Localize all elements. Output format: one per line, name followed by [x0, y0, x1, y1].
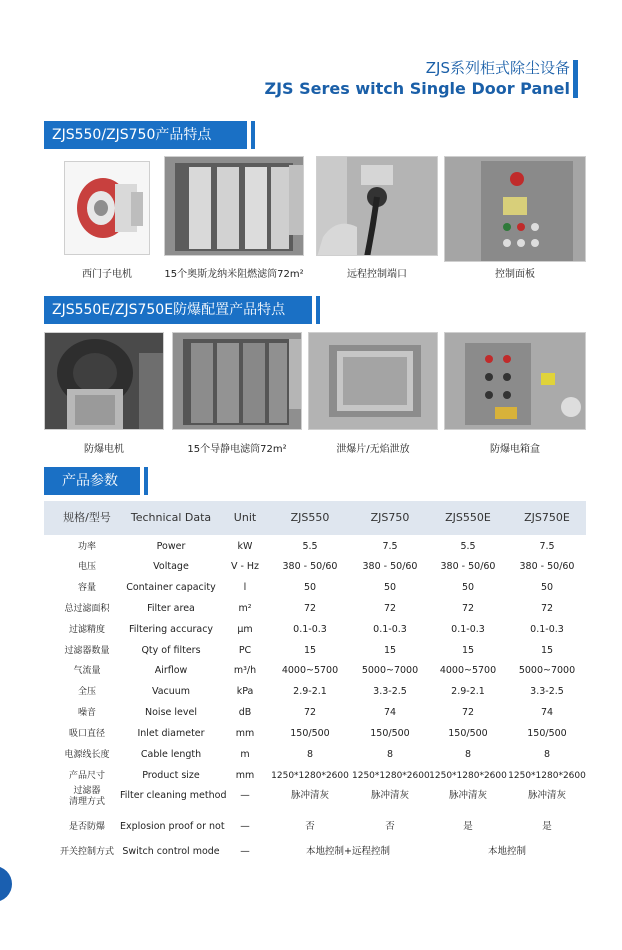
- section-accent: [144, 467, 148, 495]
- table-cell: 4000~5700: [281, 665, 339, 676]
- table-cell: Qty of filters: [141, 645, 201, 656]
- table-cell: 3.3-2.5: [530, 686, 564, 697]
- blower-motor-photo: [64, 161, 150, 255]
- table-cell: mm: [235, 770, 255, 781]
- table-cell: mm: [235, 728, 255, 739]
- table-cell: m³/h: [233, 665, 257, 676]
- explosion-vent-photo: [308, 332, 438, 430]
- table-cell: 是否防爆: [68, 822, 105, 832]
- table-cell: Explosion proof or not: [120, 821, 225, 832]
- page-header: [264, 58, 570, 100]
- explosion-proof-motor-photo: [44, 332, 164, 430]
- photo-caption: 控制面板: [495, 269, 535, 280]
- table-cell: dB: [238, 707, 252, 718]
- table-cell: Filter cleaning method: [120, 790, 227, 801]
- column-header: Technical Data: [130, 511, 212, 524]
- photo-caption: 西门子电机: [82, 269, 132, 280]
- photo-caption: 泄爆片/无焰泄放: [336, 444, 410, 455]
- table-cell: —: [240, 846, 250, 857]
- section-title-text: 产品参数: [62, 473, 118, 489]
- table-cell: 5000~7000: [361, 665, 419, 676]
- column-header: ZJS750E: [524, 511, 570, 524]
- table-cell: 功率: [77, 542, 96, 552]
- table-cell: 72: [461, 603, 475, 614]
- explosion-proof-box-photo: [444, 332, 586, 430]
- table-cell: m: [240, 749, 250, 760]
- table-cell: 50: [461, 582, 475, 593]
- table-cell: 7.5: [539, 541, 555, 552]
- section-accent: [316, 296, 320, 324]
- table-cell: 150/500: [448, 728, 488, 739]
- column-header: 规格/型号: [63, 511, 111, 524]
- table-cell: 过滤精度: [68, 625, 105, 635]
- photo-caption: 15个导静电滤筒72m²: [187, 444, 287, 455]
- table-cell: 否: [305, 821, 315, 832]
- table-cell: 380 - 50/60: [282, 561, 338, 572]
- table-cell: 1250*1280*2600: [352, 771, 430, 781]
- table-cell: Cable length: [140, 749, 202, 760]
- table-cell: Switch control mode: [122, 846, 220, 857]
- table-cell: 15: [540, 645, 554, 656]
- photo-caption: 防爆电机: [84, 444, 124, 455]
- table-cell: 8: [386, 749, 394, 760]
- section-title-text: ZJS550/ZJS750产品特点: [52, 127, 212, 143]
- column-header: ZJS550E: [445, 511, 491, 524]
- title-cn: ZJS系列柜式除尘设备: [425, 59, 570, 77]
- section-accent: [251, 121, 255, 149]
- table-cell: 是: [542, 821, 552, 832]
- table-cell: 15: [303, 645, 317, 656]
- table-cell: 总过滤面积: [64, 604, 110, 614]
- table-cell: Product size: [142, 770, 200, 781]
- table-cell: 脉冲清灰: [527, 790, 566, 801]
- table-cell: 5.5: [302, 541, 318, 552]
- antistatic-filters-photo: [172, 332, 302, 430]
- column-header: ZJS550: [290, 511, 330, 524]
- column-header: ZJS750: [370, 511, 410, 524]
- table-cell: 8: [464, 749, 472, 760]
- photo-caption: 15个奥斯龙纳米阻燃滤筒72m²: [164, 269, 304, 280]
- title-en: ZJS Seres witch Single Door Panel: [264, 79, 570, 98]
- table-cell: 吸口直径: [68, 729, 105, 739]
- table-cell: 脉冲清灰: [370, 790, 409, 801]
- section-title-text: ZJS550E/ZJS750E防爆配置产品特点: [52, 302, 286, 318]
- table-cell: 过滤器 清理方式: [68, 786, 105, 807]
- table-cell: 1250*1280*2600: [429, 771, 507, 781]
- table-cell: Vacuum: [151, 686, 191, 697]
- table-cell: kW: [237, 541, 253, 552]
- table-cell: 2.9-2.1: [451, 686, 485, 697]
- table-cell: 72: [461, 707, 475, 718]
- table-cell: 150/500: [527, 728, 567, 739]
- table-cell: —: [240, 821, 250, 832]
- table-cell: 380 - 50/60: [440, 561, 496, 572]
- table-cell: 74: [540, 707, 554, 718]
- table-cell: 50: [540, 582, 554, 593]
- table-cell: m²: [238, 603, 252, 614]
- table-cell: 5000~7000: [518, 665, 576, 676]
- table-cell: 3.3-2.5: [373, 686, 407, 697]
- table-cell: Filtering accuracy: [128, 624, 214, 635]
- table-cell: 2.9-2.1: [293, 686, 327, 697]
- section-title-features: [44, 121, 247, 149]
- table-cell: Filter area: [147, 603, 195, 614]
- photo-caption: 远程控制端口: [347, 269, 407, 280]
- table-cell: 74: [383, 707, 397, 718]
- table-cell: 开关控制方式: [59, 847, 114, 857]
- table-cell: 气流量: [73, 666, 101, 676]
- table-cell: 15: [383, 645, 397, 656]
- table-cell: 产品尺寸: [68, 771, 105, 781]
- table-cell: 0.1-0.3: [293, 624, 327, 635]
- table-cell: 是: [463, 821, 473, 832]
- table-cell: 1250*1280*2600: [271, 771, 349, 781]
- table-cell: 0.1-0.3: [451, 624, 485, 635]
- table-cell: 全压: [77, 687, 96, 697]
- table-cell: 7.5: [382, 541, 398, 552]
- table-cell: l: [243, 582, 247, 593]
- table-cell: —: [240, 790, 250, 801]
- column-header: Unit: [233, 511, 257, 524]
- table-cell: 8: [306, 749, 314, 760]
- table-cell: 0.1-0.3: [530, 624, 564, 635]
- filter-cartridges-photo: [164, 156, 304, 256]
- table-cell: 否: [385, 821, 395, 832]
- table-cell: PC: [238, 645, 252, 656]
- table-cell: 电源线长度: [64, 750, 110, 760]
- table-cell: 本地控制: [487, 846, 526, 857]
- table-cell: 50: [303, 582, 317, 593]
- control-panel-photo: [444, 156, 586, 262]
- table-cell: μm: [237, 624, 253, 635]
- table-cell: 1250*1280*2600: [508, 771, 586, 781]
- table-cell: 0.1-0.3: [373, 624, 407, 635]
- table-cell: 72: [383, 603, 397, 614]
- table-cell: 本地控制+远程控制: [306, 846, 390, 857]
- table-cell: Container capacity: [126, 582, 216, 593]
- table-cell: 脉冲清灰: [448, 790, 487, 801]
- table-cell: 过滤器数量: [64, 646, 110, 656]
- table-cell: Noise level: [145, 707, 197, 718]
- table-cell: 150/500: [290, 728, 330, 739]
- table-cell: 72: [540, 603, 554, 614]
- table-cell: Inlet diameter: [137, 728, 205, 739]
- table-cell: 380 - 50/60: [519, 561, 575, 572]
- table-cell: 电压: [77, 562, 96, 572]
- table-cell: Power: [156, 541, 186, 552]
- table-cell: 5.5: [460, 541, 476, 552]
- table-cell: 噪音: [77, 708, 96, 718]
- table-cell: kPa: [236, 686, 254, 697]
- page-side-tab: [0, 866, 12, 902]
- remote-port-photo: [316, 156, 438, 256]
- table-cell: 72: [303, 603, 317, 614]
- table-cell: 72: [303, 707, 317, 718]
- table-cell: V - Hz: [230, 561, 260, 572]
- table-cell: 150/500: [370, 728, 410, 739]
- table-cell: 50: [383, 582, 397, 593]
- table-cell: 容量: [77, 583, 96, 593]
- table-cell: Voltage: [153, 561, 189, 572]
- table-cell: 8: [543, 749, 551, 760]
- table-cell: 380 - 50/60: [362, 561, 418, 572]
- photo-caption: 防爆电箱盒: [490, 444, 540, 455]
- section-title-explosion-proof: [44, 296, 312, 324]
- table-cell: 15: [461, 645, 475, 656]
- table-cell: 4000~5700: [439, 665, 497, 676]
- table-cell: 脉冲清灰: [290, 790, 329, 801]
- table-cell: Airflow: [154, 665, 188, 676]
- section-title-parameters: [44, 467, 140, 495]
- header-accent-bar: [573, 60, 578, 98]
